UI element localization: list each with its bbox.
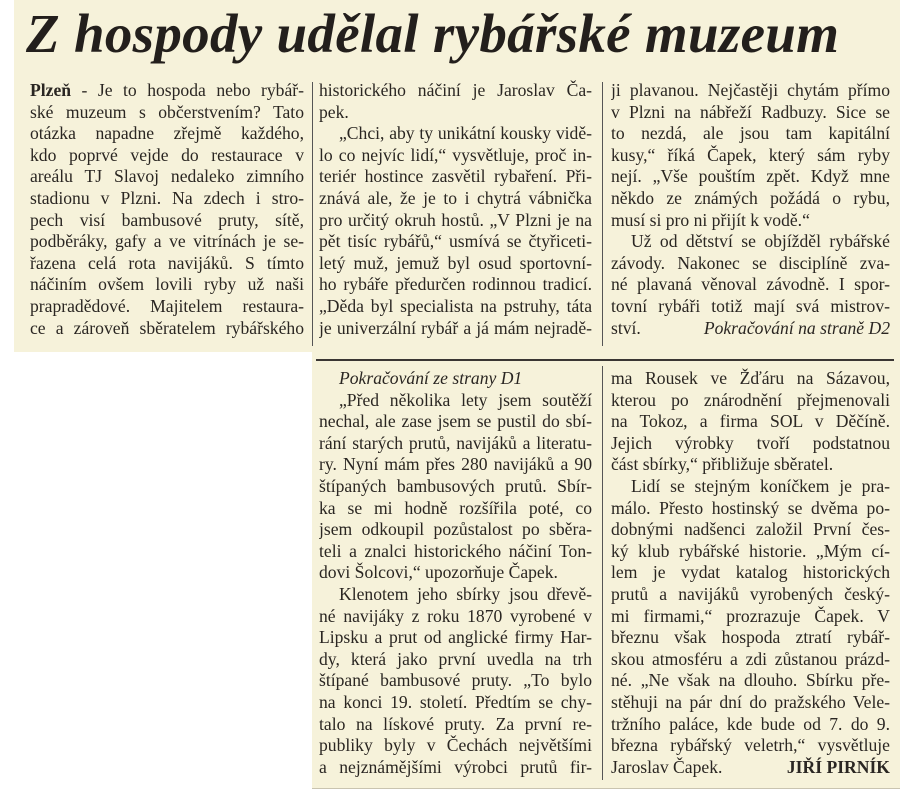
line-text: ma Rousek ve Žďáru na Sázavou, xyxy=(611,368,890,388)
line-text: stadionu v Plzni. Na zdech i stro- xyxy=(30,187,304,208)
text-line xyxy=(611,433,890,455)
text-line xyxy=(30,102,304,124)
line-text: Lidí se stejným koníčkem je pra- xyxy=(631,475,890,496)
text-line xyxy=(319,145,592,167)
text-line xyxy=(319,476,592,498)
text-line xyxy=(611,318,890,340)
column-divider xyxy=(312,82,313,346)
line-text: a nejznámějšími výrobci prutů fir- xyxy=(319,756,592,777)
text-line xyxy=(611,649,890,671)
line-text: tovní rybáři totiž mají svá mistrov- xyxy=(611,295,890,316)
line-text: - Je to hospoda nebo rybář- xyxy=(71,80,304,100)
line-text: někdo ze známých požádá o rybu, xyxy=(611,187,890,208)
text-line xyxy=(319,166,592,188)
line-text: kterou po znárodnění přejmenovali xyxy=(611,389,890,410)
text-line xyxy=(611,714,890,736)
text-line xyxy=(611,188,890,210)
line-text: štípaných bambusových prutů. Sbír- xyxy=(319,475,592,496)
text-line xyxy=(611,757,890,779)
text-line xyxy=(319,584,592,606)
text-line xyxy=(319,541,592,563)
line-text: né plavaná věnoval závodně. I spor- xyxy=(611,274,890,295)
text-line xyxy=(319,368,592,390)
line-text: Lipsku a prut od anglické firmy Har- xyxy=(319,627,592,648)
text-line xyxy=(611,123,890,145)
line-text: „Před několika lety jsem soutěží xyxy=(339,389,592,410)
text-line xyxy=(611,606,890,628)
text-line xyxy=(319,649,592,671)
line-text: březnu však hospoda ztratí rybář- xyxy=(611,627,890,648)
line-text: závody. Nakonec se disciplíně zva- xyxy=(611,252,890,273)
section-rule xyxy=(316,359,894,361)
text-line xyxy=(611,735,890,757)
line-text: lo co nejvíc lidí,“ vysvětluje, proč in- xyxy=(319,144,592,165)
dateline: Plzeň xyxy=(30,80,72,100)
text-line xyxy=(611,80,890,102)
text-line xyxy=(30,231,304,253)
top-column-3 xyxy=(611,80,890,339)
line-text: to nezdá, ale jsou tam kapitální xyxy=(611,123,890,144)
text-line xyxy=(611,390,890,412)
text-line xyxy=(611,274,890,296)
line-text: pek. xyxy=(319,101,349,122)
line-text: podběráky, gafy a ve vitrínách je se- xyxy=(30,231,304,252)
line-text: né navijáky z roku 1870 vyrobené v xyxy=(319,605,592,626)
line-text: pro určitý okruh hostů. „V Plzni je na xyxy=(319,209,592,230)
line-text: né. „Ne však na dlouho. Sbírku pře- xyxy=(611,670,890,691)
line-text: náčiním ovšem lovili ryby už naši xyxy=(30,274,304,295)
line-text: Pokračování ze strany D1 xyxy=(339,368,523,388)
text-line xyxy=(319,210,592,232)
text-line xyxy=(611,562,890,584)
column-divider xyxy=(602,82,603,346)
line-text: Jejich výrobky tvoří podstatnou xyxy=(611,432,890,453)
text-line xyxy=(611,584,890,606)
line-text: teriér hostince zasvětil rybaření. Při- xyxy=(319,166,592,187)
text-line xyxy=(319,390,592,412)
line-text: dy, která jako první uvedla na trh xyxy=(319,648,592,669)
text-line xyxy=(611,476,890,498)
text-line xyxy=(611,411,890,433)
top-column-1 xyxy=(30,80,304,339)
line-text: „Děda byl specialista na pstruhy, táta xyxy=(319,295,592,316)
line-text: března rybářský veletrh,“ vysvětluje xyxy=(611,735,890,756)
line-text: mi firmami,“ prozrazuje Čapek. V xyxy=(611,605,890,626)
text-line xyxy=(611,519,890,541)
text-line xyxy=(30,253,304,275)
text-line xyxy=(611,541,890,563)
line-text: „Chci, aby ty unikátní kousky vidě- xyxy=(339,123,592,144)
text-line xyxy=(319,274,592,296)
bottom-column-2 xyxy=(611,368,890,778)
line-text: rání starých prutů, navijáků a literatu- xyxy=(319,432,592,453)
text-line xyxy=(319,80,592,102)
text-line xyxy=(611,296,890,318)
line-text: štípané bambusové pruty. „To bylo xyxy=(319,670,592,691)
line-text: ské muzeum s občerstvením? Tato xyxy=(30,101,304,122)
text-line xyxy=(319,757,592,779)
text-line xyxy=(319,411,592,433)
line-text: musí si pro ni přijít k vodě.“ xyxy=(611,209,810,230)
text-line xyxy=(611,692,890,714)
line-text: teli a znalci historického náčiní Ton- xyxy=(319,540,592,561)
text-line xyxy=(30,145,304,167)
line-text: znává ale, že je to i chytrá vábnička xyxy=(319,187,592,208)
line-text: je univerzální rybář a já mám nejradě- xyxy=(319,317,592,338)
line-text: část sbírky,“ přibližuje sběratel. xyxy=(611,454,834,475)
line-text: historického náčiní je Jaroslav Ča- xyxy=(319,80,592,100)
text-line xyxy=(319,714,592,736)
text-line xyxy=(319,296,592,318)
text-line xyxy=(611,166,890,188)
text-line xyxy=(319,606,592,628)
text-line xyxy=(30,210,304,232)
line-text: ce a zároveň sběratelem rybářského xyxy=(30,317,304,338)
line-text: dovi Šolcovi,“ upozorňuje Čapek. xyxy=(319,562,558,583)
line-text: publiky byly v Čechách největšími xyxy=(319,735,592,756)
text-line xyxy=(319,454,592,476)
line-text: nechal, ale zase jsem se pustil do sbí- xyxy=(319,411,592,432)
text-line xyxy=(611,253,890,275)
line-text: Jaroslav Čapek. xyxy=(611,756,723,777)
line-text: ho rybáře předurčen rodinnou tradicí. xyxy=(319,274,592,295)
text-line xyxy=(319,188,592,210)
line-text: kusy,“ říká Čapek, který sám ryby xyxy=(611,144,890,165)
text-line xyxy=(611,498,890,520)
line-text: tržního paláce, kde bude od 7. do 9. xyxy=(611,713,890,734)
line-text: Klenotem jeho sbírky jsou dřevě- xyxy=(339,583,592,604)
line-text: ství. xyxy=(611,317,641,338)
line-text: málo. Přesto hostinský se dvěma po- xyxy=(611,497,890,518)
line-text: areálu TJ Slavoj nedaleko zimního xyxy=(30,166,304,187)
continued-note: Pokračování na straně D2 xyxy=(703,317,890,338)
line-text: na konci 19. století. Předtím se chy- xyxy=(319,691,592,712)
text-line xyxy=(319,519,592,541)
text-line xyxy=(319,670,592,692)
text-line xyxy=(30,296,304,318)
text-line xyxy=(319,692,592,714)
line-text: kdo poprvé vejde do restaurace v xyxy=(30,144,304,165)
line-text: otázka napadne zřejmě každého, xyxy=(30,123,304,144)
text-line xyxy=(319,498,592,520)
text-line xyxy=(319,123,592,145)
headline: Z hospody udělal rybářské muzeum xyxy=(26,3,840,64)
text-line xyxy=(611,368,890,390)
line-text: letý muž, jemuž byl osud sportovní- xyxy=(319,252,592,273)
text-line xyxy=(319,253,592,275)
line-text: stěhuji na pár dní do pražského Vele- xyxy=(611,691,890,712)
line-text: ký klub rybářské historie. „Mým cí- xyxy=(611,540,890,561)
text-line xyxy=(30,188,304,210)
text-line xyxy=(319,735,592,757)
text-line xyxy=(611,670,890,692)
line-text: na Tokoz, a firma SOL v Děčíně. xyxy=(611,411,890,432)
line-text: dobnými nadšenci založil První čes- xyxy=(611,519,890,540)
text-line xyxy=(319,562,592,584)
text-line xyxy=(30,166,304,188)
text-line xyxy=(611,210,890,232)
line-text: nejí. „Vše pouštím zpět. Když mne xyxy=(611,166,890,187)
line-text: ji plavanou. Nejčastěji chytám přímo xyxy=(611,80,890,100)
top-column-2 xyxy=(319,80,592,339)
text-line xyxy=(611,454,890,476)
line-text: lem je vydat katalog historických xyxy=(611,562,890,583)
column-divider xyxy=(602,366,603,780)
line-text: v Plzni na nábřeží Radbuzy. Sice se xyxy=(611,101,890,122)
text-line xyxy=(30,123,304,145)
line-text: prutů a navijáků vyrobených český- xyxy=(611,583,890,604)
line-text: ry. Nyní mám přes 280 navijáků a 90 xyxy=(319,454,592,475)
text-line xyxy=(611,231,890,253)
line-text: skou atmosféru a zdi zůstanou prázd- xyxy=(611,648,890,669)
line-text: ka se mi hodně rozšířila poté, co xyxy=(319,497,592,518)
line-text: talo na lískové pruty. Za první re- xyxy=(319,713,592,734)
bottom-column-1 xyxy=(319,368,592,778)
text-line xyxy=(319,318,592,340)
line-text: pět tisíc rybářů,“ usmívá se čtyřiceti- xyxy=(319,231,592,252)
text-line xyxy=(319,102,592,124)
text-line xyxy=(611,627,890,649)
text-line xyxy=(30,318,304,340)
line-text: Už od dětství se objížděl rybářské xyxy=(631,231,890,252)
line-text: prapradědové. Majitelem restaura- xyxy=(30,295,304,316)
text-line xyxy=(30,274,304,296)
text-line xyxy=(319,231,592,253)
text-line xyxy=(30,80,304,102)
text-line xyxy=(319,433,592,455)
line-text: jsem odkoupil pozůstalost po sběra- xyxy=(319,519,592,540)
text-line xyxy=(319,627,592,649)
text-line xyxy=(611,145,890,167)
text-line xyxy=(611,102,890,124)
line-text: řazena celá rota navijáků. S tímto xyxy=(30,252,304,273)
author-byline: JIŘÍ PIRNÍK xyxy=(786,756,890,777)
line-text: pech visí bambusové pruty, sítě, xyxy=(30,209,304,230)
